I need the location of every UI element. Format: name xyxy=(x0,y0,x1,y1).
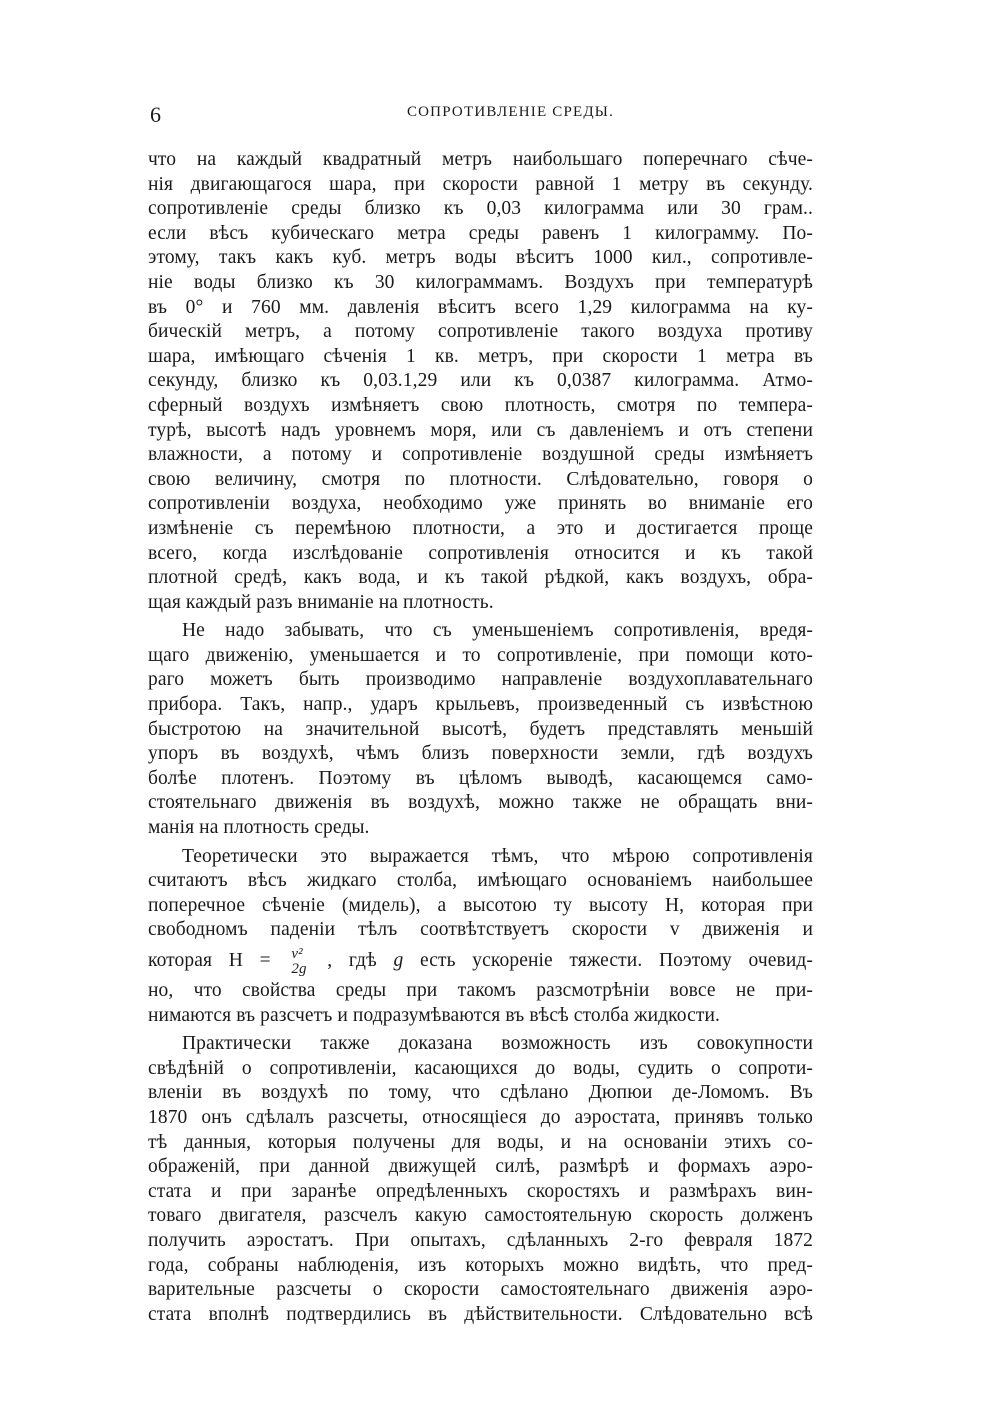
text-line: что на каждый квадратный метръ наибольшаго поперечнаго сѣче- xyxy=(148,149,813,170)
text-line: щаго движенію, уменьшается и то сопротивленіе, при помощи кото- xyxy=(148,644,813,666)
text-line: вленіи въ воздухѣ по тому, что сдѣлано Дюпюи де-Ломомъ. Въ xyxy=(148,1082,813,1104)
paragraph-3 xyxy=(148,845,813,1029)
text-line: свободномъ паденіи тѣлъ соотвѣтствуетъ скорости v движенія и xyxy=(148,919,813,941)
text-line: сопротивленіе среды близко къ 0,03 килограмма или 30 грам.. xyxy=(148,198,813,220)
text-line: получить аэростатъ. При опытахъ, сдѣланныхъ 2-го февраля 1872 xyxy=(148,1229,813,1251)
text-line: если вѣсъ кубическаго метра среды равенъ 1 килограмму. По- xyxy=(148,222,813,244)
text-line: Не надо забывать, что съ уменьшеніемъ сопротивленія, вредя- xyxy=(182,620,813,642)
text-line: 1870 онъ сдѣлалъ разсчеты, относящіеся до аэростата, принявъ только xyxy=(148,1106,813,1128)
text-line: быстротою на значительной высотѣ, будетъ представлять меньшій xyxy=(148,718,813,740)
formula-line xyxy=(148,943,813,979)
text-line: считаютъ вѣсъ жидкаго столба, имѣющаго основаніемъ наибольшее xyxy=(148,870,813,892)
fraction-numerator: v² xyxy=(291,945,303,962)
text-line: раго можетъ быть производимо направленіе воздухоплавательнаго xyxy=(148,669,813,691)
text-line: щая каждый разъ вниманіе на плотность. xyxy=(148,591,494,613)
formula-text: есть ускореніе тяжести. Поэтому очевид- xyxy=(420,950,814,971)
text-line: сопротивленіи воздуха, необходимо уже принять во вниманіе его xyxy=(148,493,813,515)
text-line: товаго двигателя, разсчелъ какую самостоятельную скорость долженъ xyxy=(148,1205,813,1227)
text-line: турѣ, высотѣ надъ уровнемъ моря, или съ давленіемъ и отъ степени xyxy=(148,419,813,441)
paragraph-2 xyxy=(148,619,813,840)
text-line: прибора. Такъ, напр., ударъ крыльевъ, произведенный съ извѣстною xyxy=(148,694,813,716)
text-line: манія на плотность среды. xyxy=(148,817,370,839)
text-line: шара, имѣющаго сѣченія 1 кв. метръ, при скорости 1 метра въ xyxy=(148,345,813,367)
text-line: въ 0° и 760 мм. давленія вѣситъ всего 1,29 килограмма на ку- xyxy=(148,296,813,318)
text-line: бическій метръ, а потому сопротивленіе такого воздуха противу xyxy=(148,321,813,343)
text-line: этому, такъ какъ куб. метръ воды вѣситъ 1000 кил., сопротивле- xyxy=(148,247,813,269)
running-head: СОПРОТИВЛЕНІЕ СРЕДЫ. xyxy=(406,104,615,120)
page-number: 6 xyxy=(150,102,161,127)
formula-variable-g: g xyxy=(393,950,404,971)
text-line: стата и при заранѣе опредѣленныхъ скоростяхъ и размѣрахъ вин- xyxy=(148,1180,813,1202)
text-line: влажности, а потому и сопротивленіе воздушной среды измѣняетъ xyxy=(148,444,813,466)
text-line: стата вполнѣ подтвердились въ дѣйствительности. Слѣдовательно всѣ xyxy=(148,1303,813,1325)
text-line: Теоретически это выражается тѣмъ, что мѣрою сопротивленія xyxy=(182,845,813,867)
text-line: свою величину, смотря по плотности. Слѣдовательно, говоря о xyxy=(148,468,813,490)
fraction-denominator: 2g xyxy=(291,960,307,977)
text-line: измѣненіе съ перемѣною плотности, а это и достигается проще xyxy=(148,517,813,539)
formula-fraction xyxy=(291,947,306,977)
text-line: упоръ въ воздухѣ, чѣмъ близъ поверхности земли, гдѣ воздухъ xyxy=(148,743,813,765)
text-line: варительные разсчеты о скорости самостоятельнаго движенія аэро- xyxy=(148,1279,813,1301)
text-line: свѣдѣній о сопротивленіи, касающихся до воды, судить о сопроти- xyxy=(148,1057,813,1079)
text-line: всего, когда изслѣдованіе сопротивленія относится и къ такой xyxy=(148,542,813,564)
paragraph-1 xyxy=(148,148,813,615)
paragraph-4 xyxy=(148,1032,813,1327)
text-line: ніе воды близко къ 30 килограммамъ. Воздухъ при температурѣ xyxy=(148,271,813,293)
text-line: тѣ данныя, которыя получены для воды, и на основаніи этихъ со- xyxy=(148,1131,813,1153)
formula-text: , гдѣ xyxy=(327,950,377,971)
text-line: нія двигающагося шара, при скорости равной 1 метру въ секунду. xyxy=(148,173,813,195)
body-text xyxy=(148,148,813,1327)
text-line: нимаются въ разсчетъ и подразумѣваются въ вѣсѣ столба жидкости. xyxy=(148,1004,720,1026)
text-line: Практически также доказана возможность изъ совокупности xyxy=(182,1033,813,1055)
formula-prefix: которая H = xyxy=(148,950,271,971)
text-line: стоятельнаго движенія въ воздухѣ, можно также не обращать вни- xyxy=(148,792,813,814)
text-line: болѣе плотенъ. Поэтому въ цѣломъ выводѣ, касающемся само- xyxy=(148,767,813,789)
text-line: ображеній, при данной движущей силѣ, размѣрѣ и формахъ аэро- xyxy=(148,1156,813,1178)
text-line: сферный воздухъ измѣняетъ свою плотность, смотря по темпера- xyxy=(148,394,813,416)
text-line: плотной средѣ, какъ вода, и къ такой рѣдкой, какъ воздухъ, обра- xyxy=(148,567,813,589)
text-line: года, собраны наблюденія, изъ которыхъ можно видѣть, что пред- xyxy=(148,1254,813,1276)
text-line: но, что свойства среды при такомъ разсмотрѣніи вовсе не при- xyxy=(148,980,813,1001)
text-line: поперечное сѣченіе (мидель), а высотою ту высоту H, которая при xyxy=(148,894,813,916)
text-line: секунду, близко къ 0,03.1,29 или къ 0,0387 килограмма. Атмо- xyxy=(148,370,813,392)
page-header xyxy=(148,100,813,130)
